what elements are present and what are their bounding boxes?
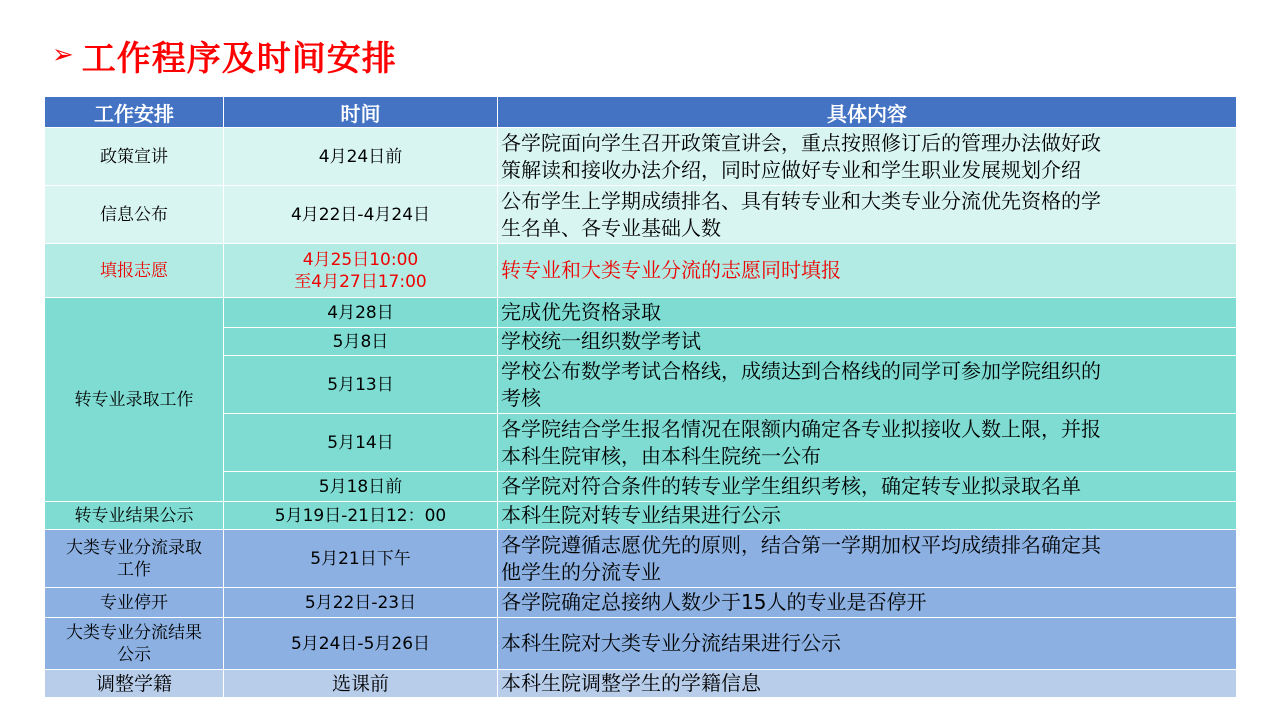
table-row: [45, 128, 1237, 186]
time-cell: 5月14日: [224, 414, 498, 472]
time-cell: 选课前: [224, 670, 498, 698]
time-cell: 5月24日-5月26日: [224, 618, 498, 670]
time-cell: 4月28日: [224, 298, 498, 328]
content-cell: 本科生院对大类专业分流结果进行公示: [498, 618, 1237, 670]
table-row: [45, 588, 1237, 618]
content-cell: 学校统一组织数学考试: [498, 328, 1237, 356]
table-row: [45, 298, 1237, 328]
table-row: [45, 328, 1237, 356]
table-row: [45, 670, 1237, 698]
table-row: [45, 472, 1237, 502]
content-cell: 本科生院调整学生的学籍信息: [498, 670, 1237, 698]
table-row: [45, 186, 1237, 244]
content-cell: 转专业和大类专业分流的志愿同时填报: [498, 244, 1237, 298]
time-cell: 5月8日: [224, 328, 498, 356]
task-cell: 填报志愿: [45, 244, 224, 298]
task-cell: 专业停开: [45, 588, 224, 618]
header-task: 工作安排: [45, 97, 224, 128]
content-cell: 各学院对符合条件的转专业学生组织考核，确定转专业拟录取名单: [498, 472, 1237, 502]
table-row: [45, 356, 1237, 414]
table-row: [45, 618, 1237, 670]
header-row: [45, 97, 1237, 128]
task-cell: 信息公布: [45, 186, 224, 244]
time-cell: 5月13日: [224, 356, 498, 414]
content-cell: 公布学生上学期成绩排名、具有转专业和大类专业分流优先资格的学 生名单、各专业基础人数: [498, 186, 1237, 244]
task-cell: 政策宣讲: [45, 128, 224, 186]
time-cell: 5月18日前: [224, 472, 498, 502]
table-row: [45, 530, 1237, 588]
schedule-table: [44, 96, 1237, 698]
task-cell: 大类专业分流结果 公示: [45, 618, 224, 670]
content-cell: 各学院面向学生召开政策宣讲会，重点按照修订后的管理办法做好政 策解读和接收办法介绍，同时应做好专业和学生职业发展规划介绍: [498, 128, 1237, 186]
task-cell: 转专业结果公示: [45, 502, 224, 530]
task-cell: 转专业录取工作: [45, 298, 224, 502]
content-cell: 本科生院对转专业结果进行公示: [498, 502, 1237, 530]
time-cell: 5月22日-23日: [224, 588, 498, 618]
title-text: 工作程序及时间安排: [81, 38, 397, 79]
arrow-bullet-icon: ➢: [52, 40, 74, 70]
time-cell: 5月19日-21日12：00: [224, 502, 498, 530]
table-row: [45, 414, 1237, 472]
task-cell: 调整学籍: [45, 670, 224, 698]
slide-title: [52, 30, 397, 80]
time-cell: 4月25日10:00 至4月27日17:00: [224, 244, 498, 298]
header-time: 时间: [224, 97, 498, 128]
time-cell: 4月22日-4月24日: [224, 186, 498, 244]
time-cell: 4月24日前: [224, 128, 498, 186]
table-row: [45, 244, 1237, 298]
content-cell: 完成优先资格录取: [498, 298, 1237, 328]
time-cell: 5月21日下午: [224, 530, 498, 588]
content-cell: 各学院遵循志愿优先的原则，结合第一学期加权平均成绩排名确定其 他学生的分流专业: [498, 530, 1237, 588]
task-cell: 大类专业分流录取 工作: [45, 530, 224, 588]
content-cell: 各学院确定总接纳人数少于15人的专业是否停开: [498, 588, 1237, 618]
content-cell: 各学院结合学生报名情况在限额内确定各专业拟接收人数上限，并报 本科生院审核，由本科生院统一公布: [498, 414, 1237, 472]
header-content: 具体内容: [498, 97, 1237, 128]
table-row: [45, 502, 1237, 530]
content-cell: 学校公布数学考试合格线，成绩达到合格线的同学可参加学院组织的 考核: [498, 356, 1237, 414]
